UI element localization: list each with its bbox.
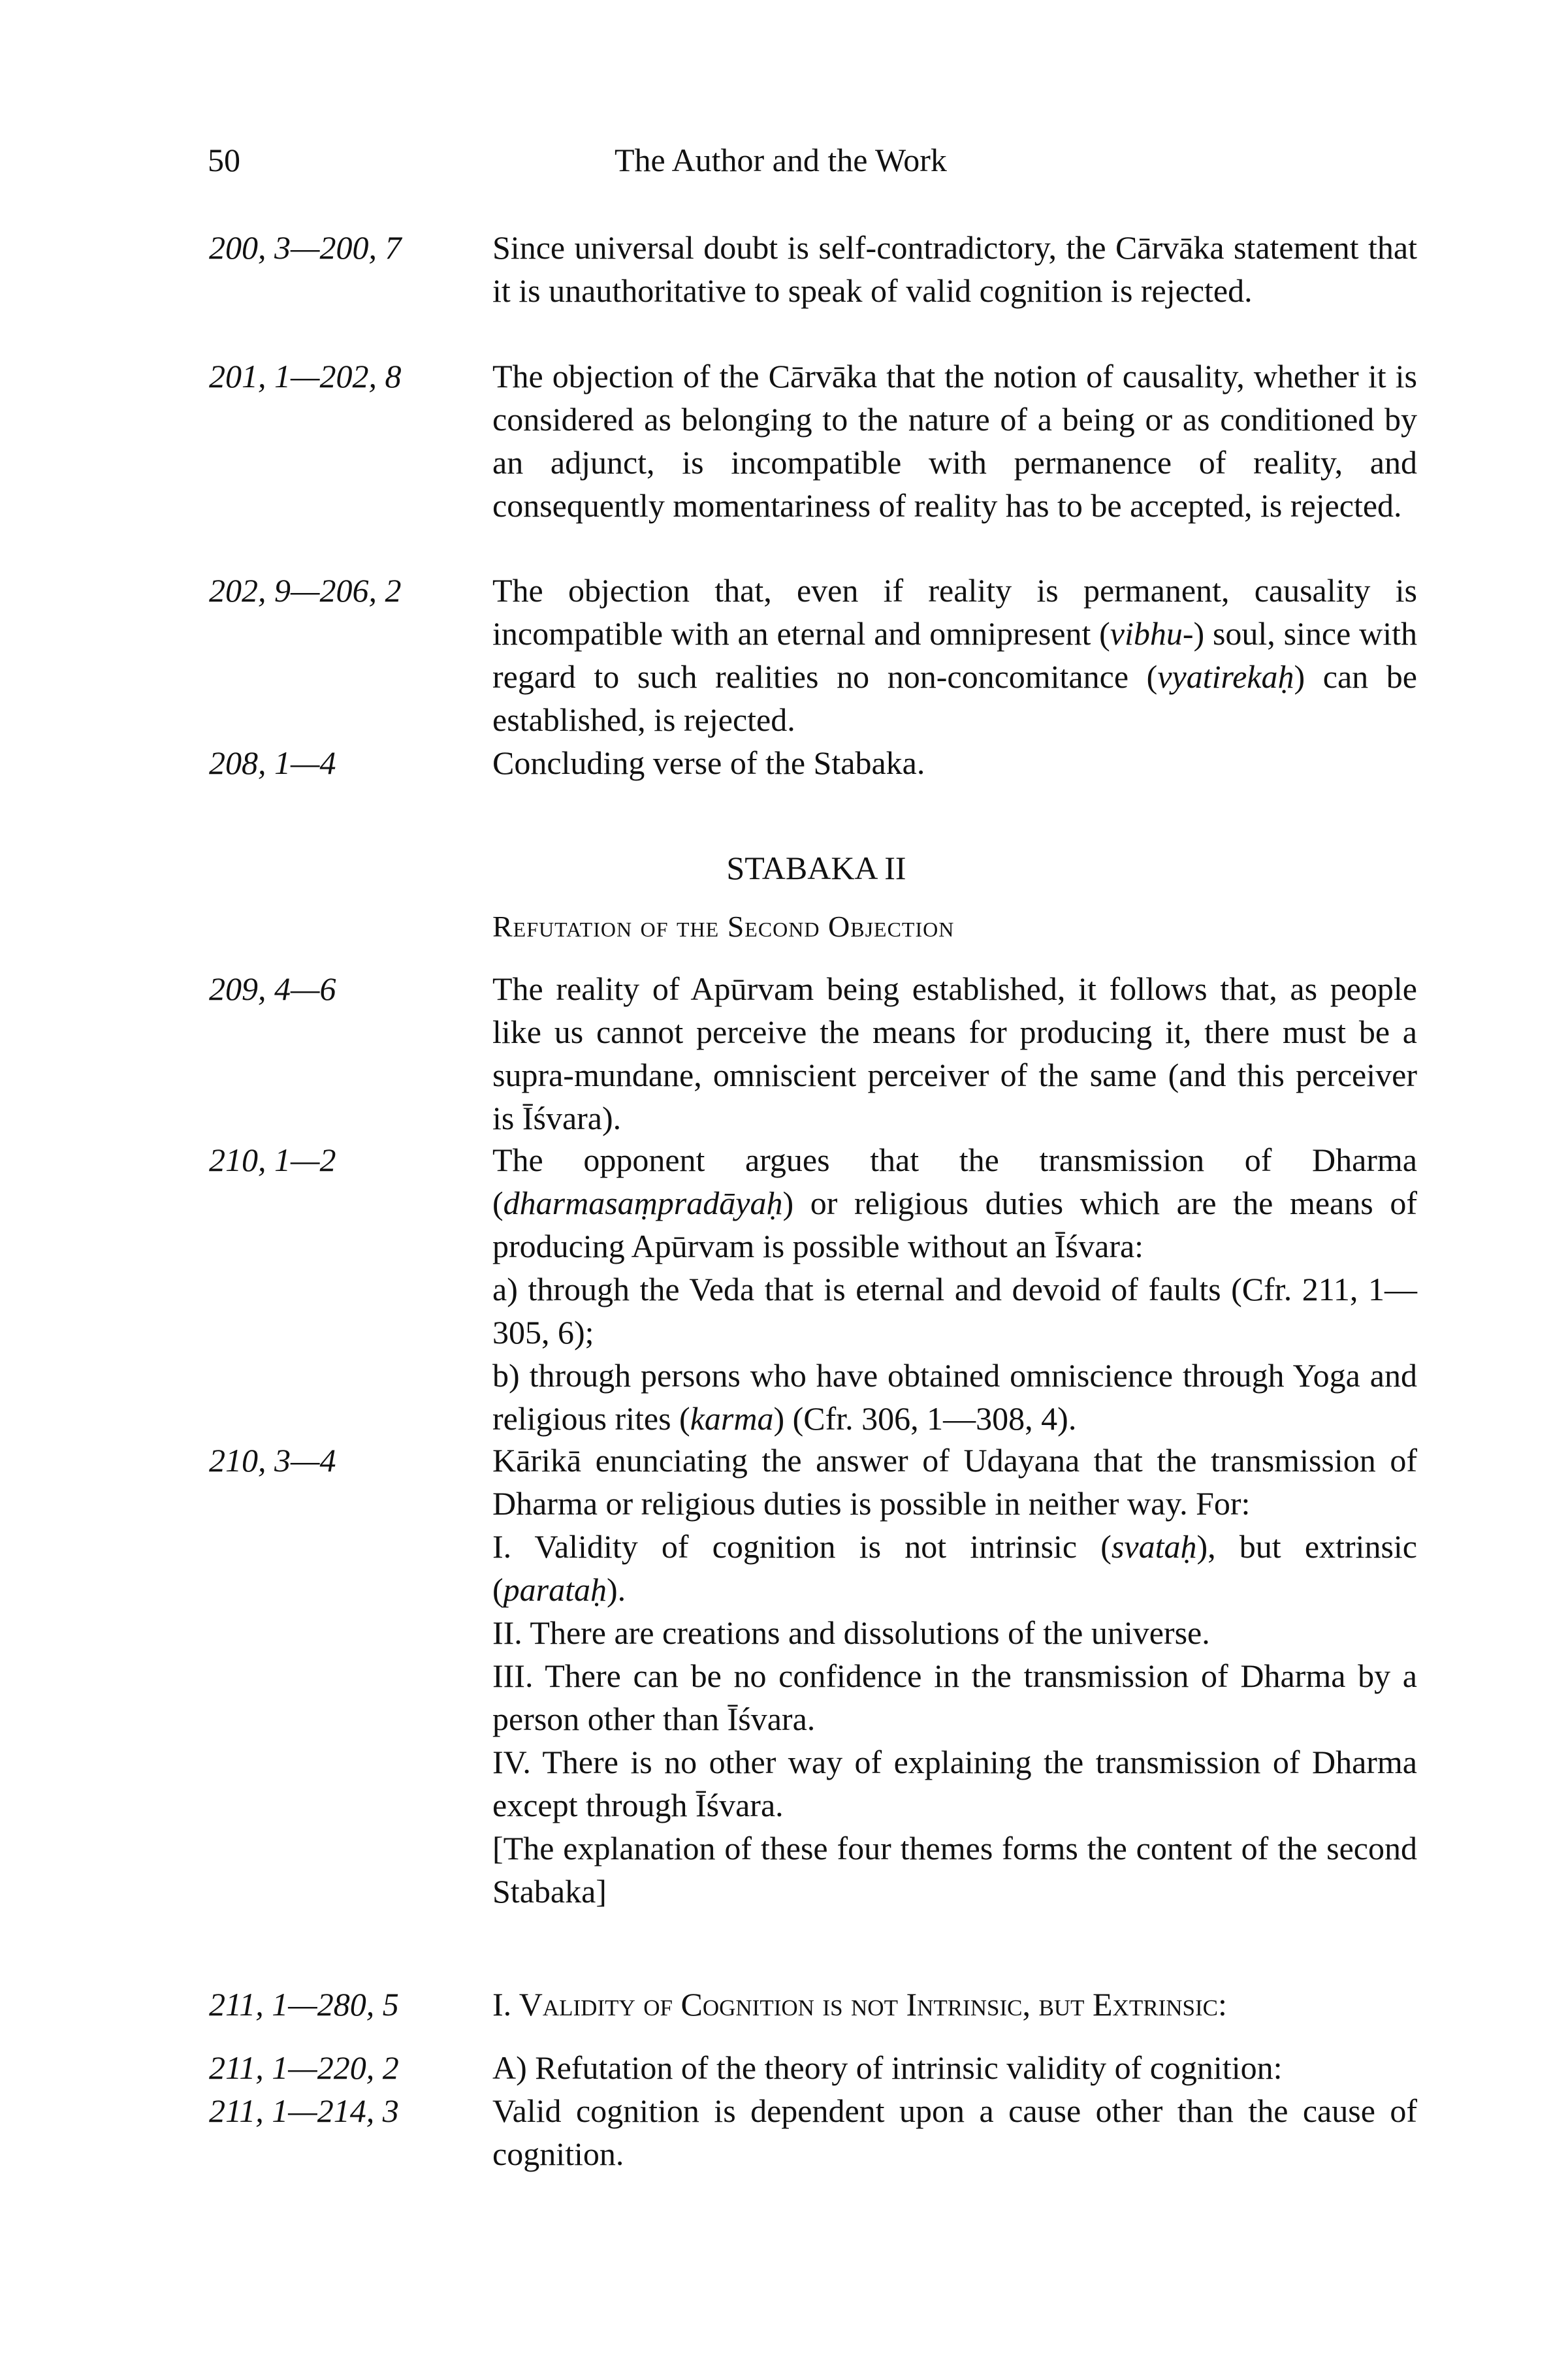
entry-description: The objection that, even if reality is permanent, causality is incompatible with an eternal and omnipresent (vibhu-) soul, since with regard to such realities no non-concomitance (vyatirekaḥ) can be established, is rejected.: [492, 572, 1417, 738]
list-item: [209, 569, 1424, 741]
list-item: [209, 2089, 1424, 2175]
running-title: The Author and the Work: [615, 142, 947, 178]
section-title: STABAKA II: [726, 850, 906, 886]
entry-description: [492, 1138, 1417, 1440]
list-item: [209, 741, 1424, 784]
entry-reference: 211, 1—280, 5: [209, 1986, 399, 2023]
list-item: [209, 355, 1424, 527]
list-item: [209, 1983, 1424, 2026]
entry-paragraph: [The explanation of these four themes forms the content of the second Stabaka]: [492, 1830, 1417, 1910]
subsection-heading: I. Validity of Cognition is not Intrinsic, but Extrinsic:: [492, 1986, 1227, 2023]
list-item: [209, 2046, 1424, 2089]
page-number: 50: [208, 142, 240, 178]
entry-reference: 209, 4—6: [209, 970, 336, 1007]
list-item: [209, 967, 1424, 1140]
list-item: [209, 1138, 1424, 1440]
entry-paragraph: b) through persons who have obtained omniscience through Yoga and religious rites (karma) (Cfr. 306, 1—308, 4).: [492, 1357, 1417, 1437]
entry-description: The objection of the Cārvāka that the notion of causality, whether it is considered as belonging to the nature of a being or as conditioned by an adjunct, is incompatible with permanence of reality, and consequently momentariness of reality has to be accepted, is rejected.: [492, 358, 1417, 524]
entry-paragraph: I. Validity of cognition is not intrinsic (svataḥ), but extrinsic (parataḥ).: [492, 1528, 1417, 1608]
entry-paragraph: The opponent argues that the transmission of Dharma (dharmasaṃpradāyaḥ) or religious duties which are the means of producing Apūrvam is possible without an Īśvara:: [492, 1142, 1417, 1264]
entry-paragraph: II. There are creations and dissolutions of the universe.: [492, 1614, 1210, 1651]
entry-paragraph: Kārikā enunciating the answer of Udayana that the transmission of Dharma or religious duties is possible in neither way. For:: [492, 1442, 1417, 1522]
entry-reference: 210, 1—2: [209, 1142, 336, 1178]
entry-reference: 211, 1—214, 3: [209, 2092, 399, 2129]
entry-description: Valid cognition is dependent upon a cause other than the cause of cognition.: [492, 2092, 1417, 2172]
section-subtitle: Refutation of the Second Objection: [492, 910, 955, 943]
entry-reference: 210, 3—4: [209, 1442, 336, 1479]
entry-description: Concluding verse of the Stabaka.: [492, 745, 925, 781]
entry-description: A) Refutation of the theory of intrinsic validity of cognition:: [492, 2049, 1283, 2086]
entry-description: The reality of Apūrvam being established, it follows that, as people like us cannot perceive the means for producing it, there must be a supra-mundane, omniscient perceiver of the same (and this perceiver is Īśvara).: [492, 970, 1417, 1136]
entry-description: [492, 1439, 1417, 1913]
entry-reference: 202, 9—206, 2: [209, 572, 402, 609]
entry-reference: 211, 1—220, 2: [209, 2049, 399, 2086]
entry-reference: 201, 1—202, 8: [209, 358, 402, 394]
entry-paragraph: IV. There is no other way of explaining the transmission of Dharma except through Īśvara.: [492, 1744, 1417, 1823]
entry-reference: 208, 1—4: [209, 745, 336, 781]
list-item: [209, 226, 1424, 312]
list-item: [209, 1439, 1424, 1913]
entry-paragraph: III. There can be no confidence in the transmission of Dharma by a person other than Īśvara.: [492, 1658, 1417, 1737]
entry-reference: 200, 3—200, 7: [209, 229, 402, 266]
entry-description: Since universal doubt is self-contradictory, the Cārvāka statement that it is unauthoritative to speak of valid cognition is rejected.: [492, 229, 1417, 309]
entry-paragraph: a) through the Veda that is eternal and devoid of faults (Cfr. 211, 1—305, 6);: [492, 1271, 1417, 1351]
